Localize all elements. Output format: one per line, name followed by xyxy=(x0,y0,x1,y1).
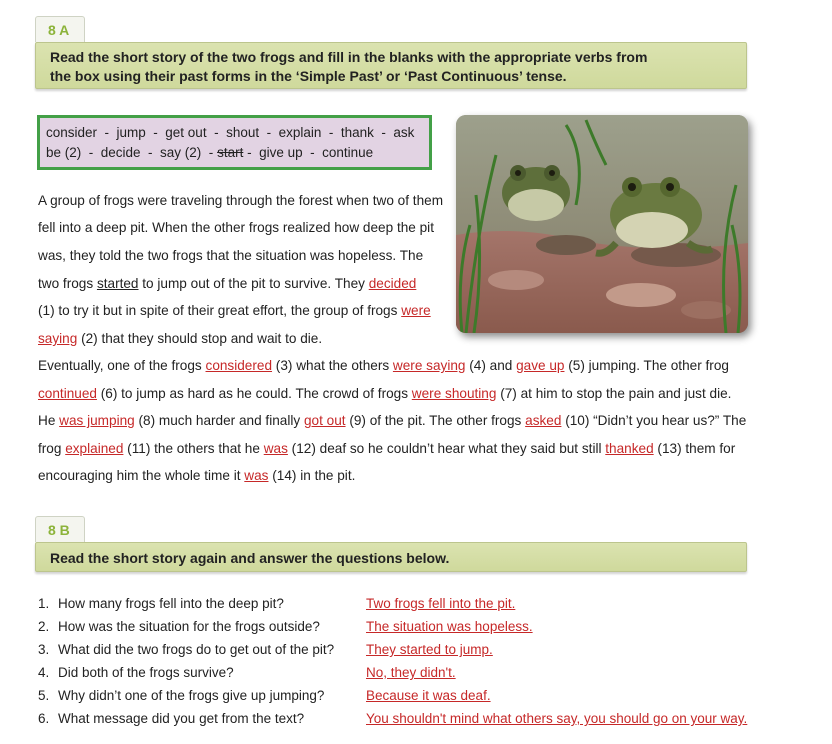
blank-answer: considered xyxy=(205,358,273,373)
blank-answer: decided xyxy=(368,276,417,291)
story-text: A group of frogs were traveling through the forest when two of them xyxy=(38,193,444,208)
story-text: Eventually, one of the frogs xyxy=(38,358,206,373)
story-line-5 xyxy=(38,303,431,318)
answer-text: Because it was deaf. xyxy=(366,688,491,703)
story-text: (8) much harder and finally xyxy=(134,413,304,428)
story-line-7 xyxy=(38,358,729,373)
story-text: (10) “Didn’t you hear us?” The xyxy=(561,413,747,428)
story-text: (3) what the others xyxy=(272,358,393,373)
story-line-4 xyxy=(38,276,416,291)
story-text: (6) to jump as hard as he could. The crowd of frogs xyxy=(96,386,412,401)
story-line-10 xyxy=(38,441,735,456)
story-text: was, they told the two frogs that the situation was hopeless. The xyxy=(38,248,424,263)
question-row xyxy=(38,642,334,657)
example-answer: started xyxy=(96,276,139,291)
blank-answer: was jumping xyxy=(59,413,135,428)
question-number: 5. xyxy=(38,688,50,703)
question-text: Did both of the frogs survive? xyxy=(58,665,234,680)
story-text: (11) the others that he xyxy=(123,441,264,456)
question-text: How was the situation for the frogs outside? xyxy=(58,619,320,634)
frog-image-icon xyxy=(456,115,748,333)
word-box-line-2-a: be (2) - decide - say (2) - xyxy=(46,145,218,160)
question-text: How many frogs fell into the deep pit? xyxy=(58,596,284,611)
question-row xyxy=(38,596,284,611)
instruction-bar-8a xyxy=(35,42,747,89)
instruction-8b-text: Read the short story again and answer the questions below. xyxy=(50,550,450,566)
question-number: 2. xyxy=(38,619,50,634)
word-box xyxy=(37,115,432,170)
story-line-11 xyxy=(38,468,355,483)
answer-text: Two frogs fell into the pit. xyxy=(366,596,516,611)
blank-answer: gave up xyxy=(516,358,565,373)
story-text: encouraging him the whole time it xyxy=(38,468,245,483)
question-row xyxy=(38,711,304,726)
blank-answer: were shouting xyxy=(411,386,497,401)
story-text: frog xyxy=(38,441,66,456)
question-number: 4. xyxy=(38,665,50,680)
blank-answer: saying xyxy=(38,331,78,346)
question-text: What message did you get from the text? xyxy=(58,711,305,726)
answer-text: You shouldn't mind what others say, you should go on your way. xyxy=(366,711,748,726)
instruction-bar-8b xyxy=(35,542,747,572)
story-text: (7) at him to stop the pain and just die. xyxy=(496,386,732,401)
story-line-6 xyxy=(38,331,322,346)
instruction-line-2: the box using their past forms in the ‘Simple Past’ or ‘Past Continuous’ tense. xyxy=(50,68,567,84)
story-text: He xyxy=(38,413,60,428)
question-number: 3. xyxy=(38,642,50,657)
story-line-2 xyxy=(38,220,434,235)
story-line-9 xyxy=(38,413,746,428)
story-text: (2) that they should stop and wait to die. xyxy=(77,331,323,346)
word-box-line-2 xyxy=(46,143,429,163)
story-text: (5) jumping. The other frog xyxy=(564,358,729,373)
question-text: Why didn’t one of the frogs give up jumping? xyxy=(58,688,325,703)
answer-text: They started to jump. xyxy=(366,642,493,657)
answer-text: The situation was hopeless. xyxy=(366,619,533,634)
question-row xyxy=(38,688,324,703)
word-box-line-2-b: - give up - continue xyxy=(243,145,374,160)
struck-word: start xyxy=(217,145,244,160)
question-number: 1. xyxy=(38,596,50,611)
section-8a-tab xyxy=(35,16,85,42)
answer-text: No, they didn't. xyxy=(366,665,456,680)
story-text: (13) them for xyxy=(653,441,736,456)
section-8a-label: 8 A xyxy=(48,21,70,38)
instruction-line-1: Read the short story of the two frogs and fill in the blanks with the appropriate verbs from xyxy=(50,49,648,65)
story-text: to jump out of the pit to survive. They xyxy=(138,276,369,291)
story-line-1 xyxy=(38,193,443,208)
blank-answer: was xyxy=(244,468,269,483)
story-text: (12) deaf so he couldn’t hear what they said but still xyxy=(287,441,606,456)
story-text: two frogs xyxy=(38,276,97,291)
story-line-3 xyxy=(38,248,423,263)
question-row xyxy=(38,619,320,634)
question-text: What did the two frogs do to get out of the pit? xyxy=(58,642,335,657)
question-number: 6. xyxy=(38,711,50,726)
blank-answer: thanked xyxy=(605,441,654,456)
blank-answer: was xyxy=(263,441,288,456)
blank-answer: were saying xyxy=(392,358,466,373)
story-text: fell into a deep pit. When the other frogs realized how deep the pit xyxy=(38,220,434,235)
blank-answer: were xyxy=(401,303,431,318)
blank-answer: continued xyxy=(38,386,97,401)
frogs-photo xyxy=(456,115,748,333)
word-box-line-1: consider - jump - get out - shout - explain - thank - ask xyxy=(46,125,415,140)
blank-answer: got out xyxy=(303,413,346,428)
blank-answer: asked xyxy=(525,413,562,428)
story-text: (4) and xyxy=(465,358,517,373)
story-text: (9) of the pit. The other frogs xyxy=(345,413,526,428)
section-8b-tab xyxy=(35,516,85,542)
section-8b-label: 8 B xyxy=(48,521,70,538)
story-line-8 xyxy=(38,386,731,401)
blank-answer: explained xyxy=(65,441,124,456)
story-text: (14) in the pit. xyxy=(268,468,356,483)
story-text: (1) to try it but in spite of their great effort, the group of frogs xyxy=(38,303,402,318)
question-row xyxy=(38,665,234,680)
